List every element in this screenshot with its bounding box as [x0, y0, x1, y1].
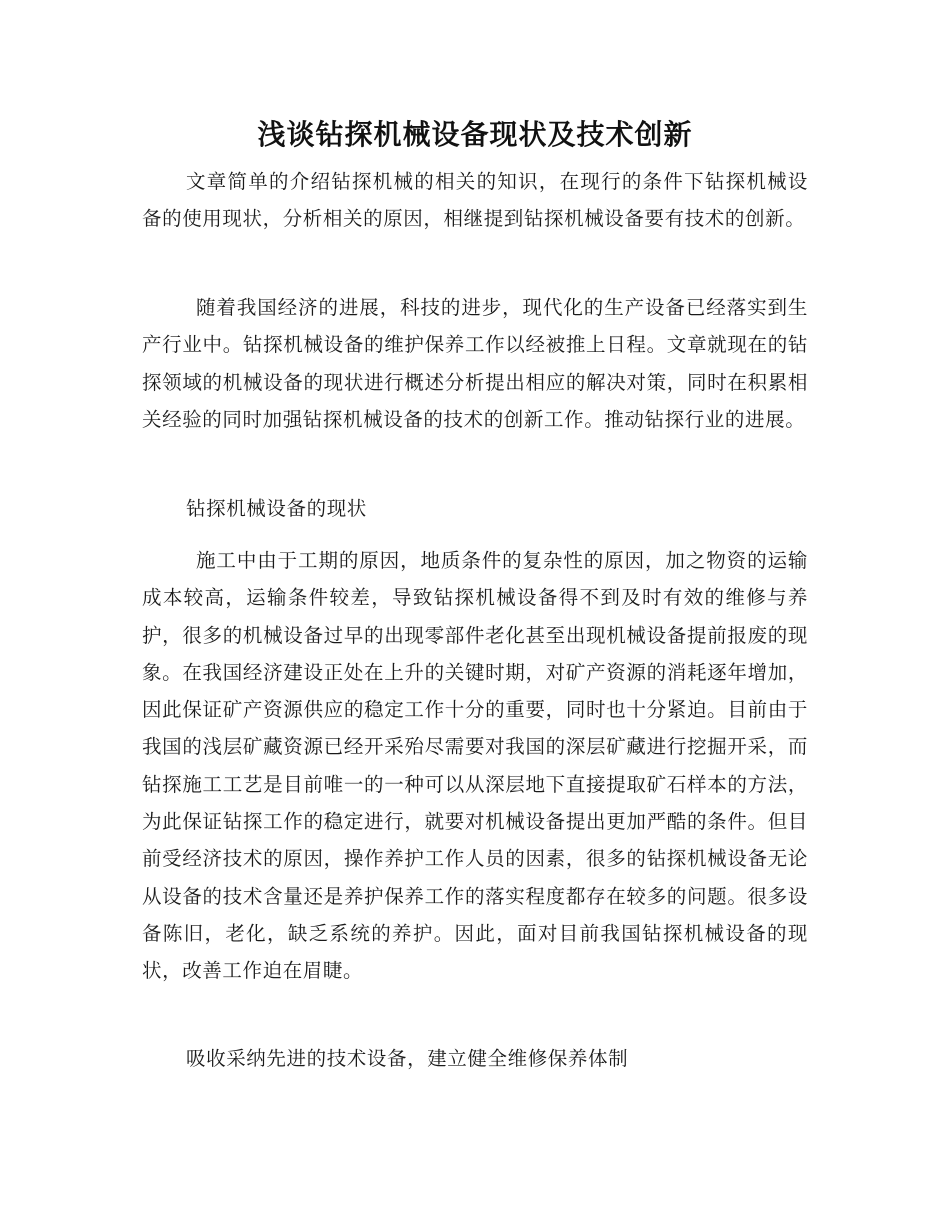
section-heading-maintenance: 吸收采纳先进的技术设备，建立健全维修保养体制 [186, 1047, 629, 1070]
intro-paragraph: 随着我国经济的进展，科技的进步，现代化的生产设备已经落实到生产行业中。钻探机械设备的维护保养工作以经被推上日程。文章就现在的钻探领域的机械设备的现状进行概述分析提出相应的解决对策，同时在积累相关经验的同时加强钻探机械设备的技术的创新工作。推动钻探行业的进展。 [142, 296, 808, 431]
current-status-paragraph: 施工中由于工期的原因，地质条件的复杂性的原因，加之物资的运输成本较高，运输条件较差，导致钻探机械设备得不到及时有效的维修与养护，很多的机械设备过早的出现零部件老化甚至出现机械设备提前报废的现象。在我国经济建设正处在上升的关键时期，对矿产资源的消耗逐年增加，因此保证矿产资源供应的稳定工作十分的重要，同时也十分紧迫。目前由于我国的浅层矿藏资源已经开采殆尽需要对我国的深层矿藏进行挖掘开采，而钻探施工工艺是目前唯一的一种可以从深层地下直接提取矿石样本的方法，为此保证钻探工作的稳定进行，就要对机械设备提出更加严酷的条件。但目前受经济技术的原因，操作养护工作人员的因素，很多的钻探机械设备无论从设备的技术含量还是养护保养工作的落实程度都存在较多的问题。很多设备陈旧，老化，缺乏系统的养护。因此，面对目前我国钻探机械设备的现状，改善工作迫在眉睫。 [142, 549, 808, 983]
abstract-paragraph: 文章简单的介绍钻探机械的相关的知识，在现行的条件下钻探机械设备的使用现状，分析相关的原因，相继提到钻探机械设备要有技术的创新。 [142, 170, 808, 231]
section-heading-current-status: 钻探机械设备的现状 [186, 497, 367, 520]
document-title: 浅谈钻探机械设备现状及技术创新 [257, 118, 693, 151]
